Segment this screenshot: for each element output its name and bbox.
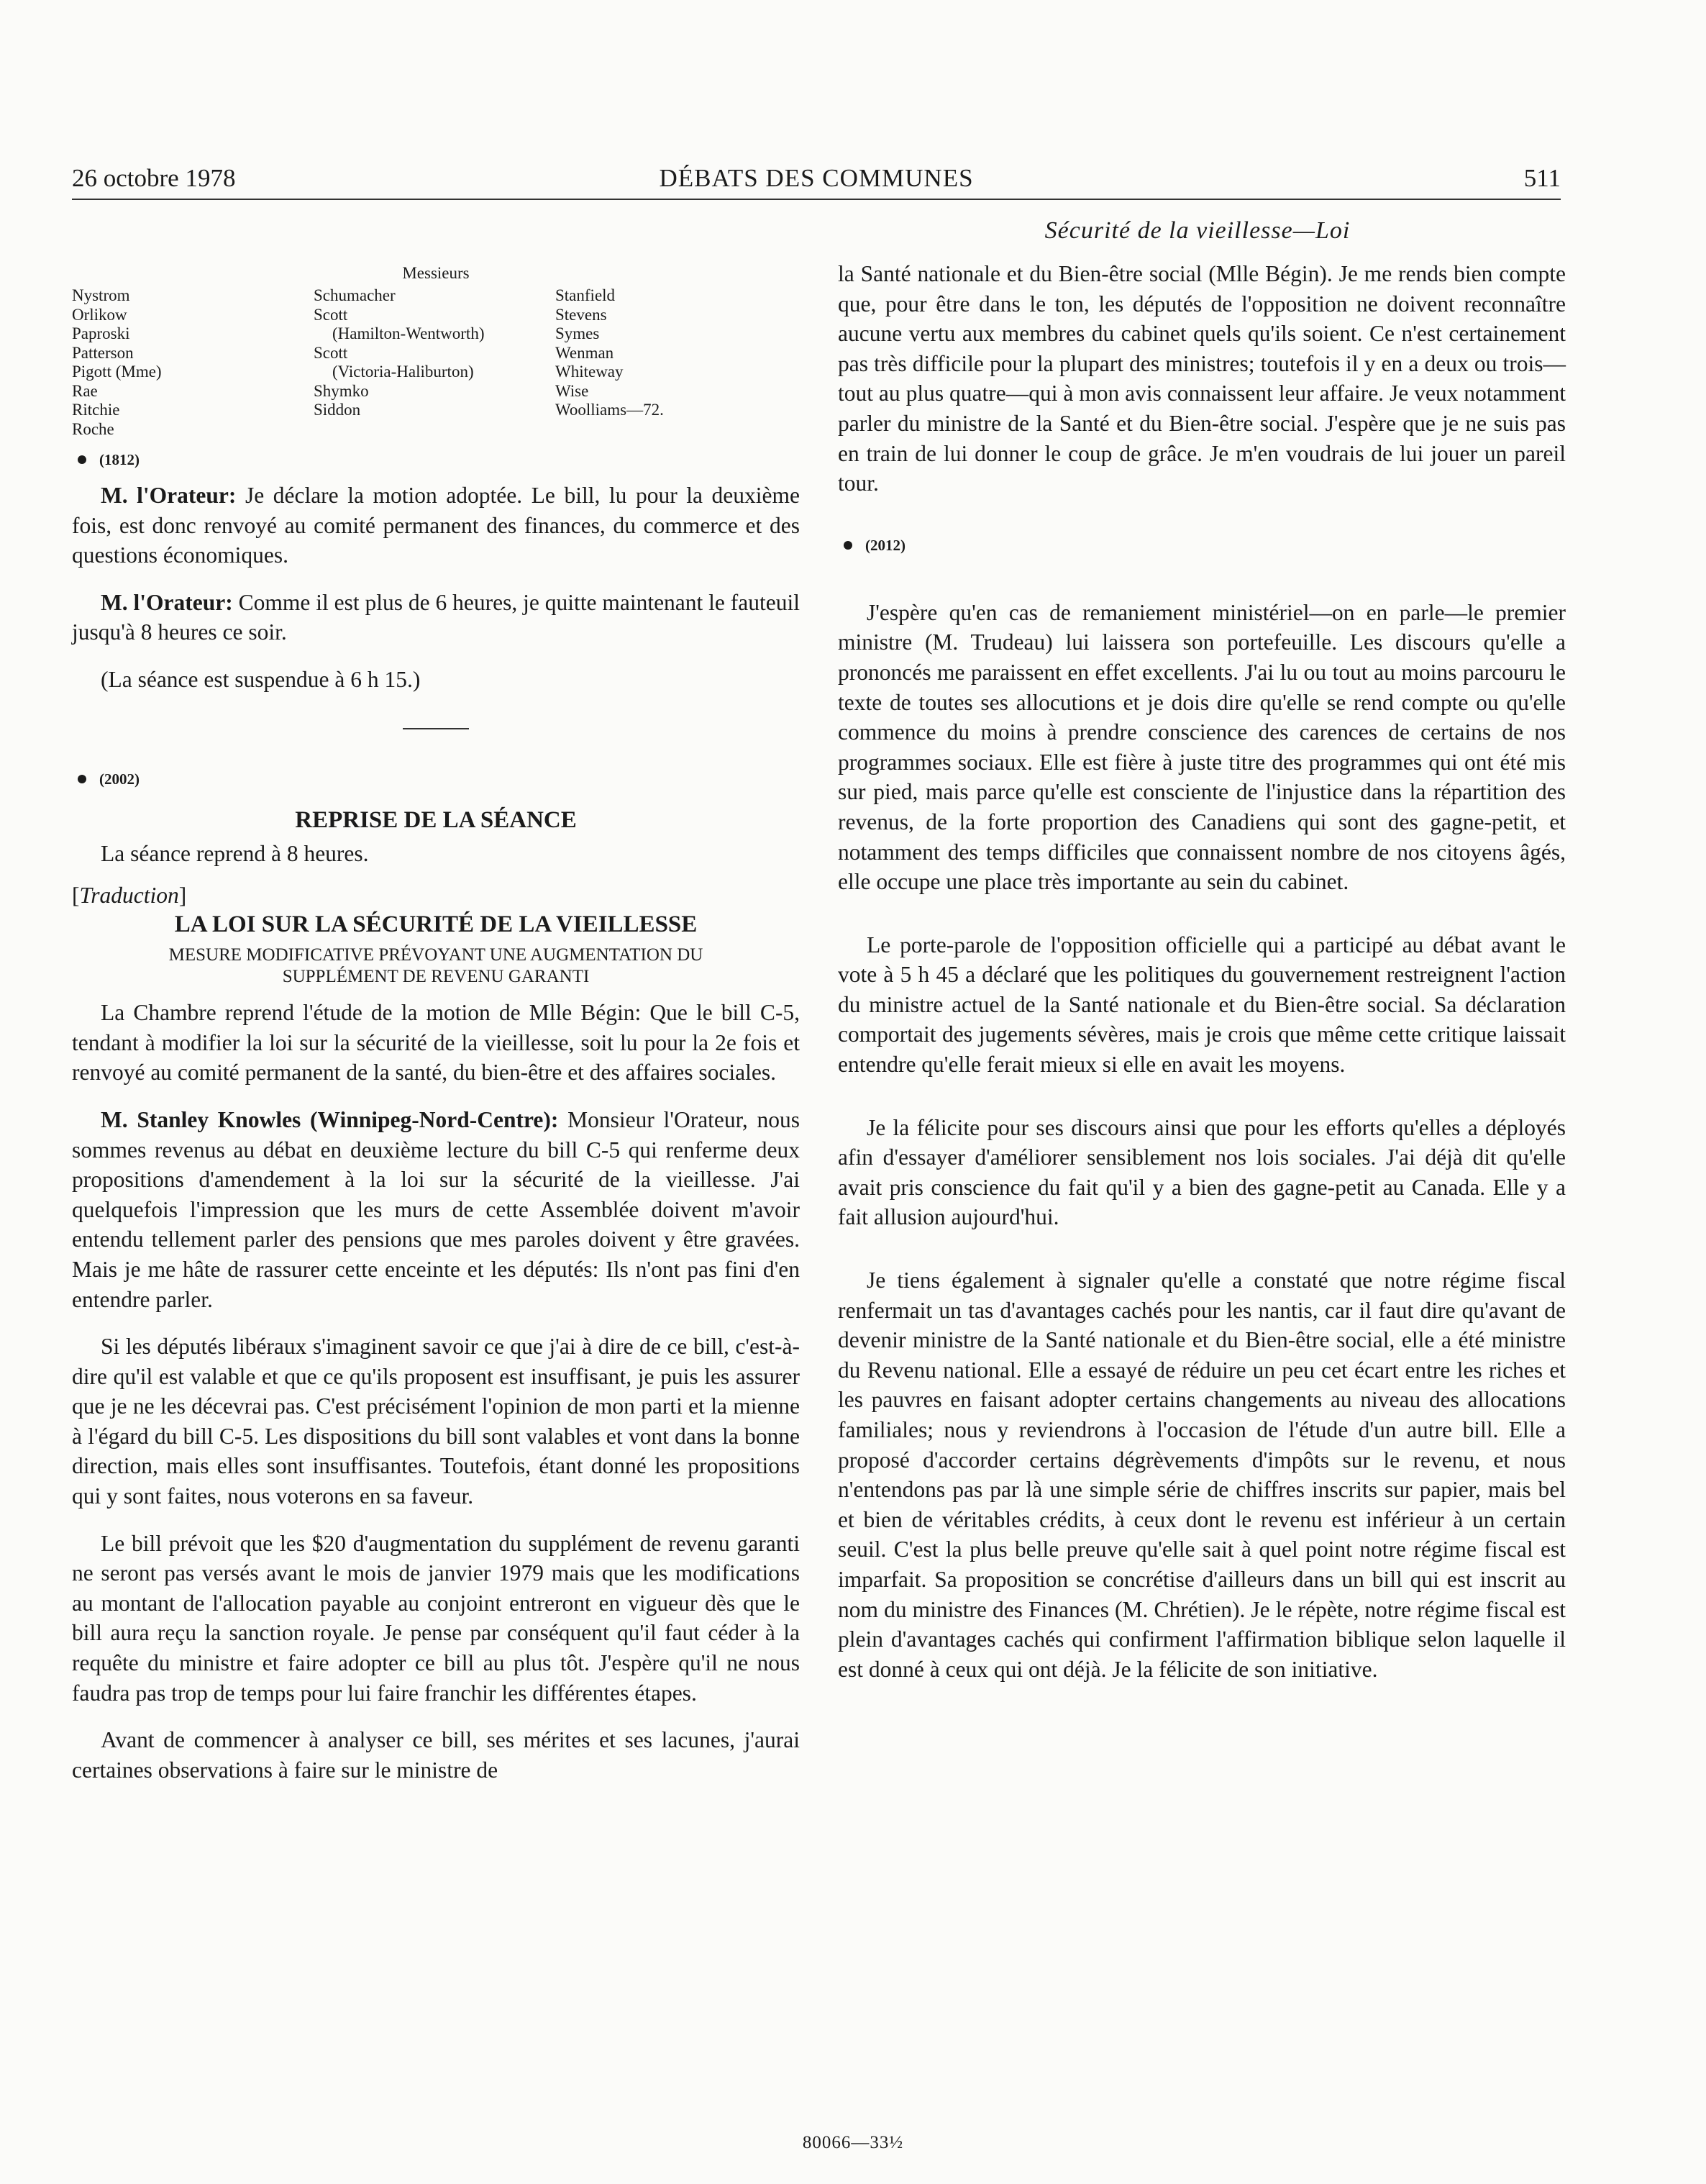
bullet-icon: [78, 775, 86, 783]
vote-name: Scott: [314, 343, 348, 362]
paragraph: La Chambre reprend l'étude de la motion de Mlle Bégin: Que le bill C-5, tendant à modifier la loi sur la sécurité de la vieillesse, soit lu pour la 2e fois et renvoyé au comité permanent de la santé, du bien-être et des affaires sociales.: [72, 1000, 800, 1086]
vote-name: Scott: [314, 305, 348, 324]
page-footer: 80066—33½: [802, 2133, 904, 2152]
vote-column-3: [555, 286, 797, 439]
page-header: [72, 164, 1561, 200]
vote-list: [72, 286, 800, 439]
paragraph: Avant de commencer à analyser ce bill, ses mérites et ses lacunes, j'aurai certaines observations à faire sur le ministre de: [72, 1727, 800, 1783]
paragraph: Si les députés libéraux s'imaginent savoir ce que j'ai à dire de ce bill, c'est-à-dire qu'il est valable et que ce qu'ils proposent est insuffisant, je puis les assurer que je ne les décevrai pas. C'est précisément l'opinion de mon parti et la mienne à l'égard du bill C-5. Les dispositions du bill sont valables et vont dans la bonne direction, mais elles sont insuffisantes. Toutefois, étant donné les propositions qui y sont faites, nous voterons en sa faveur.: [72, 1334, 800, 1509]
vote-name: Woolliams—72.: [555, 401, 664, 419]
vote-riding: (Victoria-Haliburton): [332, 363, 474, 381]
vote-name: Rae: [72, 381, 98, 400]
paragraph-text: Comme il est plus de 6 heures, je quitte maintenant le fauteuil jusqu'à 8 heures ce soir.: [72, 589, 800, 645]
time-marker: [72, 768, 800, 790]
vote-name: Schumacher: [314, 286, 396, 304]
bullet-icon: [844, 541, 852, 550]
vote-name: Symes: [555, 324, 600, 342]
paragraph: Le porte-parole de l'opposition officielle qui a participé au débat avant le vote à 5 h 45 a déclaré que les politiques du gouvernement restreignent l'action du ministre actuel de la Santé nationale et du Bien-être social. Sa déclaration comportait des jugements sévères, mais je crois que même cette critique laissait entendre qu'elle ferait mieux si elle en avait les moyens.: [838, 932, 1566, 1078]
time-marker-label: (2012): [865, 536, 906, 554]
vote-column-2: [314, 286, 555, 439]
header-title: DÉBATS DES COMMUNES: [659, 164, 974, 192]
paragraph: (La séance est suspendue à 6 h 15.): [101, 666, 421, 692]
paragraph: La séance reprend à 8 heures.: [101, 840, 369, 866]
vote-name: Whiteway: [555, 363, 624, 381]
speaker-name: M. Stanley Knowles (Winnipeg-Nord-Centre):: [101, 1106, 559, 1132]
speaker-name: M. l'Orateur:: [101, 589, 233, 615]
vote-name: Wise: [555, 381, 589, 400]
vote-name: Ritchie: [72, 401, 120, 419]
paragraph-text: Monsieur l'Orateur, nous sommes revenus au débat en deuxième lecture du bill C-5 qui renferme deux propositions d'amendement à la loi sur la sécurité de la vieillesse. J'ai quelquefois l'impression que les murs de cette Assemblée doivent m'avoir entendu tellement parler des pensions que mes paroles doivent y être gravées. Mais je me hâte de rassurer cette enceinte et les députés: Ils n'ont pas fini d'en entendre parler.: [72, 1106, 800, 1312]
translation-label: Traduction: [79, 883, 179, 909]
time-marker: [838, 534, 1566, 556]
vote-name: Stanfield: [555, 286, 616, 304]
header-date: 26 octobre 1978: [72, 164, 236, 192]
speaker-name: M. l'Orateur:: [101, 483, 237, 508]
section-heading: LA LOI SUR LA SÉCURITÉ DE LA VIEILLESSE: [174, 911, 698, 938]
sub-heading: MESURE MODIFICATIVE PRÉVOYANT UNE AUGMENTATION DU: [168, 945, 703, 965]
vote-name: Orlikow: [72, 305, 127, 324]
vote-name: Pigott (Mme): [72, 363, 162, 381]
vote-riding: (Hamilton-Wentworth): [332, 324, 485, 342]
vote-column-1: [72, 286, 314, 439]
paragraph: [72, 1105, 800, 1314]
vote-name: Shymko: [314, 381, 369, 400]
paragraph: la Santé nationale et du Bien-être social (Mlle Bégin). Je me rends bien compte que, pour être dans le ton, les députés de l'opposition ne doivent reconnaître aucune vertu aux membres du cabinet quels qu'ils soient. Ce n'est certainement pas très difficile pour la plupart des ministres; toutefois il y en a deux ou trois—tout au plus quatre—qui à mon avis connaissent leur affaire. Je veux notamment parler du ministre de la Santé et du Bien-être social. J'espère que je ne suis pas en train de lui donner le coup de grâce. Je m'en voudrais de lui jouer un pareil tour.: [838, 261, 1566, 496]
sub-heading: SUPPLÉMENT DE REVENU GARANTI: [282, 967, 590, 987]
bullet-icon: [78, 455, 86, 464]
page-number: 511: [1523, 164, 1561, 192]
time-marker-label: (2002): [99, 770, 140, 788]
vote-name: Siddon: [314, 401, 361, 419]
section-heading: REPRISE DE LA SÉANCE: [295, 806, 577, 833]
paragraph-text: Je déclare la motion adoptée. Le bill, lu pour la deuxième fois, est donc renvoyé au comité permanent des finances, du commerce et des questions économiques.: [72, 483, 800, 568]
paragraph: Je la félicite pour ses discours ainsi que pour les efforts qu'elles a déployés afin d'essayer d'améliorer sensiblement nos lois sociales. J'ai déjà dit qu'elle avait pris conscience du fait qu'il y a bien des gagne-petit au Canada. Elle y a fait allusion aujourd'hui.: [838, 1114, 1566, 1230]
vote-name: Roche: [72, 419, 114, 438]
vote-name: Paproski: [72, 324, 130, 342]
vote-name: Patterson: [72, 343, 134, 362]
vote-heading: Messieurs: [402, 264, 470, 282]
vote-name: Nystrom: [72, 286, 130, 304]
paragraph: Le bill prévoit que les $20 d'augmentation du supplément de revenu garanti ne seront pas versés avant le mois de janvier 1979 mais que les modifications au montant de l'allocation payable au conjoint entreront en vigueur dès que le bill aura reçu la sanction royale. Je pense par conséquent qu'il faut céder à la requête du ministre et faire adopter ce bill au plus tôt. J'espère qu'il ne nous faudra pas trop de temps pour lui faire franchir les différentes étapes.: [72, 1530, 800, 1706]
left-column: [72, 259, 800, 1785]
running-title: Sécurité de la vieillesse—Loi: [1044, 217, 1351, 244]
paragraph: [72, 588, 800, 647]
paragraph: Je tiens également à signaler qu'elle a constaté que notre régime fiscal renfermait un tas d'avantages cachés pour les nantis, car il faut dire qu'avant de devenir ministre de la Santé nationale et du Bien-être social, elle a été ministre du Revenu national. Elle a essayé de réduire un peu cet écart entre les riches et les pauvres en faisant adopter certains changements au niveau des allocations familiales; nous y reviendrons à l'occasion de l'étude d'un autre bill. Elle a proposé d'accorder certains dégrèvements d'impôts sur le revenu, et nous n'entendons pas par là une simple série de chiffres inscrits sur papier, mais bel et bien de véritables crédits, à ceux dont le revenu est inférieur à un certain seuil. C'est la plus belle preuve qu'elle sait à quel point notre régime fiscal est imparfait. Sa proposition se concrétise d'ailleurs dans un bill qui est inscrit au nom du ministre des Finances (M. Chrétien). Je le répète, notre régime fiscal est plein d'avantages cachés qui confirment l'affirmation biblique selon laquelle il est donné à ceux qui ont déjà. Je la félicite de son initiative.: [838, 1268, 1566, 1682]
right-column: [838, 259, 1566, 1684]
translation-note: [Traduction]: [72, 883, 187, 909]
vote-name: Stevens: [555, 305, 607, 324]
paragraph: [72, 481, 800, 570]
time-marker: [72, 449, 800, 470]
time-marker-label: (1812): [99, 451, 140, 468]
paragraph: J'espère qu'en cas de remaniement ministériel—on en parle—le premier ministre (M. Trudeau) lui laissera son portefeuille. Les discours qu'elle a prononcés me paraissent en effet excellents. J'ai lu ou tout au moins parcouru le texte de toutes ses allocutions et je dois dire qu'elle se rend compte ou qu'elle commence du moins à prendre conscience des carences de certains de nos programmes sociaux. Elle est fière à juste titre des programmes qui ont été mis sur pied, mais parce qu'elle est consciente de l'injustice dans la répartition des revenus, de la forte proportion des Canadiens qui sont des gagne-petit, et notamment des temps difficiles que connaissent nombre de nos citoyens âgés, elle occupe une place très importante au sein du cabinet.: [838, 599, 1566, 895]
vote-name: Wenman: [555, 343, 614, 362]
